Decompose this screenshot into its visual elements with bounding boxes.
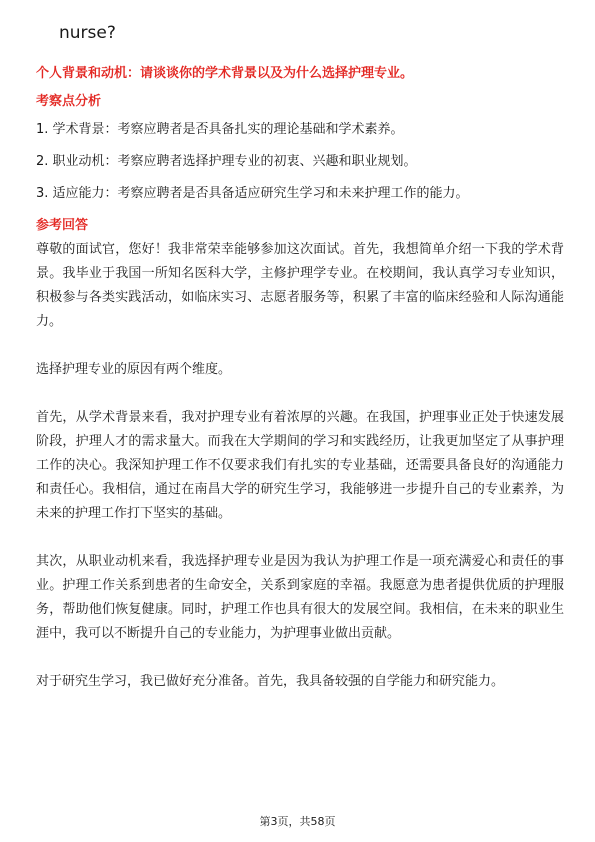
analysis-point: 2. 职业动机：考察应聘者选择护理专业的初衷、兴趣和职业规划。: [36, 154, 417, 169]
previous-question-tail: nurse?: [59, 23, 116, 43]
analysis-heading: 考察点分析: [36, 94, 102, 109]
paragraph-gap: [36, 334, 564, 358]
reference-answer-heading: 参考回答: [36, 218, 89, 233]
paragraph-gap: [36, 526, 564, 550]
answer-paragraph: 选择护理专业的原因有两个维度。: [36, 362, 232, 377]
answer-paragraph: 其次，从职业动机来看，我选择护理专业是因为我认为护理工作是一项充满爱心和责任的事业。护理工作关系到患者的生命安全，关系到家庭的幸福。我愿意为患者提供优质的护理服务，帮助他们恢复健康。同时，护理工作也具有很大的发展空间。我相信，在未来的职业生涯中，我可以不断提升自己的专业能力，为护理事业做出贡献。: [36, 554, 564, 641]
answer-paragraph: 对于研究生学习，我已做好充分准备。首先，我具备较强的自学能力和研究能力。: [36, 674, 505, 689]
answer-paragraph: 首先，从学术背景来看，我对护理专业有着浓厚的兴趣。在我国，护理事业正处于快速发展阶段，护理人才的需求量大。而我在大学期间的学习和实践经历，让我更加坚定了从事护理工作的决心。我深知护理工作不仅要求我们有扎实的专业基础，还需要具备良好的沟通能力和责任心。我相信，通过在南昌大学的研究生学习，我能够进一步提升自己的专业素养，为未来的护理工作打下坚实的基础。: [36, 410, 564, 521]
paragraph-gap: [36, 646, 564, 670]
analysis-point: 3. 适应能力：考察应聘者是否具备适应研究生学习和未来护理工作的能力。: [36, 186, 469, 201]
paragraph-gap: [36, 382, 564, 406]
content-body: [36, 62, 564, 694]
page-footer: 第3页，共58页: [259, 815, 336, 828]
answer-paragraph: 尊敬的面试官，您好！我非常荣幸能够参加这次面试。首先，我想简单介绍一下我的学术背景。我毕业于我国一所知名医科大学，主修护理学专业。在校期间，我认真学习专业知识，积极参与各类实践活动，如临床实习、志愿者服务等，积累了丰富的临床经验和人际沟通能力。: [36, 242, 564, 329]
analysis-point: 1. 学术背景：考察应聘者是否具备扎实的理论基础和学术素养。: [36, 122, 404, 137]
question-heading: 个人背景和动机：请谈谈你的学术背景以及为什么选择护理专业。: [36, 66, 414, 81]
